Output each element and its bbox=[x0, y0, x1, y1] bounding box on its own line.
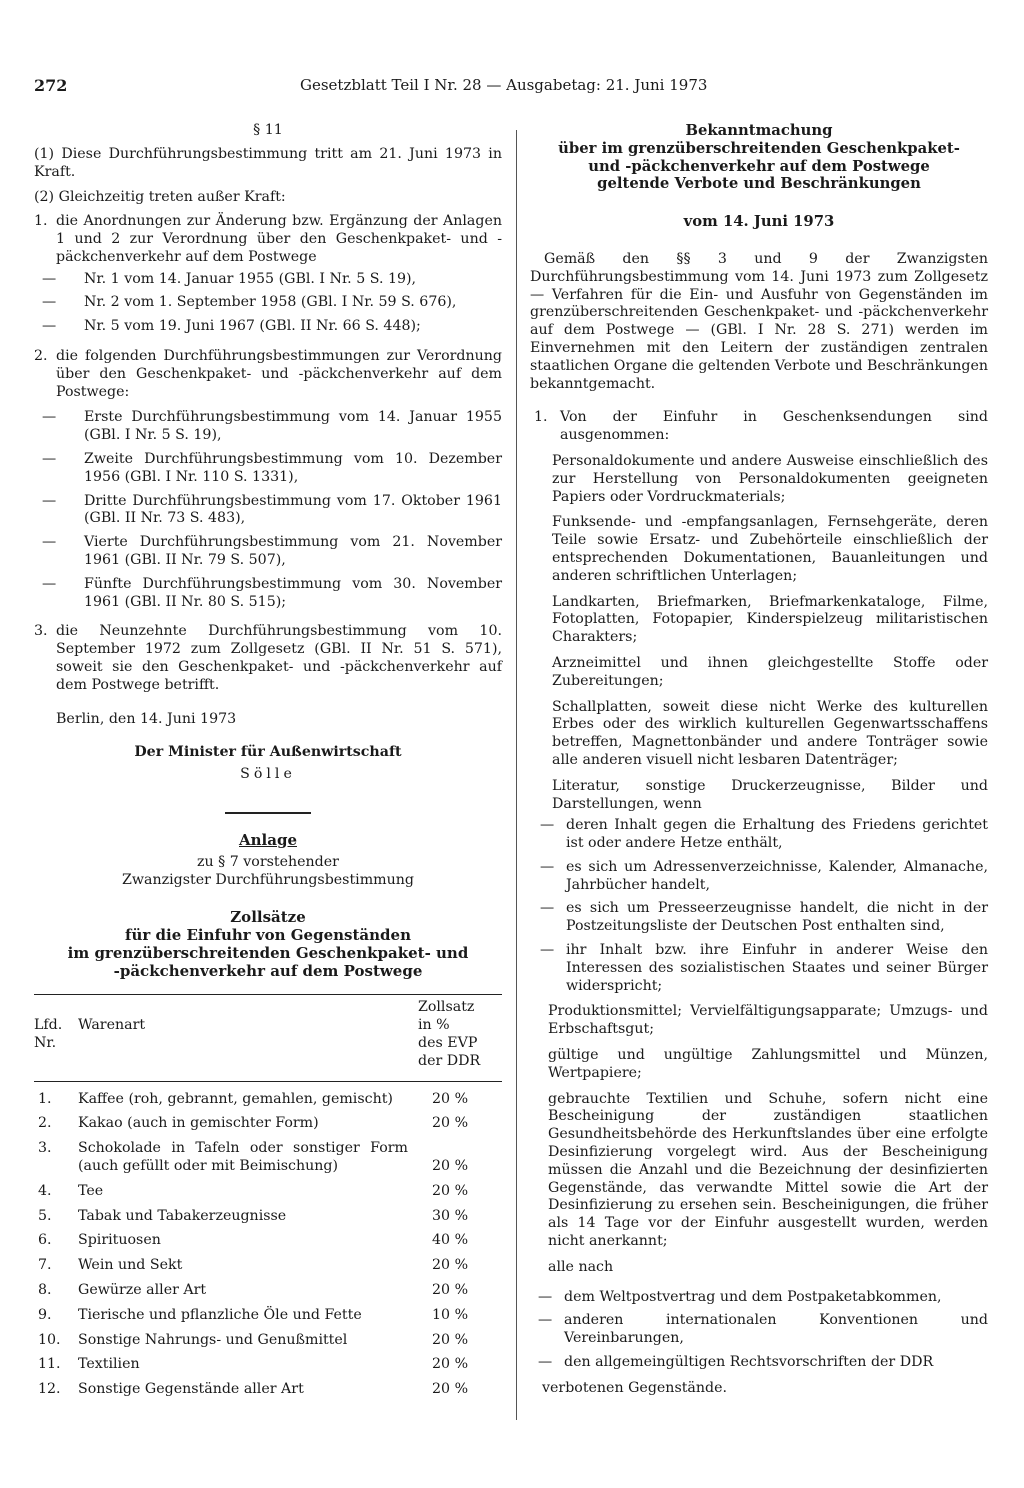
notice-subtitle-3: geltende Verbote und Beschränkungen bbox=[597, 175, 921, 193]
row-ware: Wein und Sekt bbox=[78, 1257, 183, 1274]
repeal-item-2 bbox=[34, 348, 502, 401]
row-ware: Kaffee (roh, gebrannt, gemahlen, gemischt) bbox=[78, 1090, 393, 1107]
paragraph-1: (1) Diese Durchführungsbestimmung tritt am 21. Juni 1973 in Kraft. bbox=[34, 145, 502, 180]
table-row bbox=[34, 1254, 502, 1279]
row-nr: 10. bbox=[38, 1331, 61, 1348]
page-number: 272 bbox=[34, 76, 68, 95]
prohibited-para: gebrauchte Textilien und Schuhe, sofern nicht eine Bescheinigung der zuständigen staatlichen Gesundheitsbehörde des Herkunftslandes über eine erfolgte Desinfizierung vorgelegt wird. Aus der Bescheinigung müssen die Anzahl und die Bezeichnung der desinfizierten Gegenstände, das verwandte Mittel sowie die Art der Desinfizierung zu ersehen sein. Bescheinigungen, die früher als 14 Tage vor der Einfuhr ausgestellt wurden, werden nicht anerkannt; bbox=[548, 1090, 988, 1250]
item-number: 1. bbox=[534, 409, 548, 426]
prohibited-list bbox=[530, 453, 988, 813]
row-satz: 40 % bbox=[432, 1232, 469, 1249]
row-nr: 1. bbox=[38, 1090, 52, 1107]
table-row bbox=[34, 1329, 502, 1354]
final-conditions bbox=[530, 1289, 988, 1372]
item-text: die Neunzehnte Durchführungsbestimmung vom 10. September 1972 zum Zollgesetz (GBl. II Nr. 51 S. 571), soweit sie den Geschenkpaket- und -päckchenverkehr auf dem Postwege betrifft. bbox=[56, 623, 502, 693]
dash-text: Erste Durchführungsbestimmung vom 14. Januar 1955 (GBl. I Nr. 5 S. 19), bbox=[84, 409, 502, 444]
row-nr: 9. bbox=[38, 1306, 52, 1323]
intro-paragraph: Gemäß den §§ 3 und 9 der Zwanzigsten Durchführungsbestimmung vom 14. Juni 1973 zum Zollgesetz — Verfahren für die Ein- und Ausfuhr von Gegenständen im grenzüberschreitenden Geschenkpaket- und -päckchenverkehr auf dem Postwege — (GBl. I Nr. 28 S. 271) werden im Einvernehmen mit den Leitern der zuständigen zentralen staatlichen Organe die geltenden Verbote und Beschränkungen bekanntgemacht. bbox=[530, 250, 988, 392]
prohibited-para: Literatur, sonstige Druckerzeugnisse, Bilder und Darstellungen, wenn bbox=[552, 777, 988, 812]
table-header-row bbox=[34, 995, 502, 1081]
row-nr: 7. bbox=[38, 1257, 52, 1274]
tariff-subtitle-2: im grenzüberschreitenden Geschenkpaket- und bbox=[67, 943, 469, 962]
repeal-item-1 bbox=[34, 213, 502, 266]
dash-item: — deren Inhalt gegen die Erhaltung des Friedens gerichtet ist oder andere Hetze enthält, bbox=[540, 817, 988, 852]
separator-rule bbox=[225, 812, 311, 814]
table-row bbox=[34, 1088, 502, 1113]
place-date: Berlin, den 14. Juni 1973 bbox=[56, 710, 237, 727]
row-satz: 20 % bbox=[432, 1331, 469, 1348]
header-satz-line: Zollsatz bbox=[418, 999, 475, 1016]
header-nr-line-1: Lfd. bbox=[34, 1017, 63, 1034]
prohibited-list-2 bbox=[530, 1003, 988, 1276]
header-satz-line: des EVP bbox=[418, 1035, 478, 1052]
table-row bbox=[34, 1180, 502, 1205]
table-row bbox=[34, 1279, 502, 1304]
item-number: 2. bbox=[34, 347, 48, 364]
prohibited-para: Funksende- und -empfangsanlagen, Fernsehgeräte, deren Teile sowie Ersatz- und Zubehörteile einschließlich der entsprechenden Dokumentationen, Bauanleitungen und anderen schriftlichen Unterlagen; bbox=[552, 514, 988, 584]
row-ware: Textilien bbox=[78, 1356, 140, 1373]
row-nr: 6. bbox=[38, 1232, 52, 1249]
tariff-title: Zollsätze bbox=[230, 908, 306, 927]
item-text: die Anordnungen zur Änderung bzw. Ergänzung der Anlagen 1 und 2 zur Verordnung über den Geschenkpaket- und -päckchenverkehr auf dem Postwege bbox=[56, 213, 502, 265]
dash-item: — es sich um Adressenverzeichnisse, Kalender, Almanache, Jahrbücher handelt, bbox=[540, 858, 988, 893]
row-satz: 20 % bbox=[432, 1282, 469, 1299]
row-satz: 20 % bbox=[432, 1182, 469, 1199]
dash-item: — Nr. 2 vom 1. September 1958 (GBl. I Nr. 59 S. 676), bbox=[34, 294, 502, 312]
table-row bbox=[34, 1137, 502, 1180]
tariff-table bbox=[34, 994, 502, 1403]
dash-text: deren Inhalt gegen die Erhaltung des Friedens gerichtet ist oder andere Hetze enthält, bbox=[566, 817, 988, 852]
row-nr: 3. bbox=[38, 1140, 52, 1157]
row-satz: 20 % bbox=[432, 1257, 469, 1274]
paragraph-2: (2) Gleichzeitig treten außer Kraft: bbox=[34, 189, 286, 206]
dash-text: Vierte Durchführungsbestimmung vom 21. November 1961 (GBl. II Nr. 79 S. 507), bbox=[84, 534, 502, 568]
column-divider bbox=[516, 130, 517, 1420]
anlage-title: Anlage bbox=[239, 830, 297, 849]
dash-text: dem Weltpostvertrag und dem Postpaketabkommen, bbox=[564, 1288, 942, 1305]
anlage-line-2: Zwanzigster Durchführungsbestimmung bbox=[122, 871, 414, 888]
item-text: Von der Einfuhr in Geschenksendungen sind ausgenommen: bbox=[560, 409, 988, 444]
column-header-satz bbox=[418, 995, 502, 1081]
header-satz-line: der DDR bbox=[418, 1052, 481, 1069]
column-header-nr bbox=[34, 995, 78, 1081]
row-satz: 20 % bbox=[432, 1115, 469, 1132]
header-ware-text: Warenart bbox=[78, 1017, 146, 1034]
row-ware: Spirituosen bbox=[78, 1232, 161, 1249]
prohibition-item-1 bbox=[530, 409, 988, 445]
row-nr: 12. bbox=[38, 1381, 61, 1398]
tariff-subtitle-3: -päckchenverkehr auf dem Postwege bbox=[113, 961, 423, 980]
notice-subtitle-2: und -päckchenverkehr auf dem Postwege bbox=[588, 157, 930, 175]
notice-title: Bekanntmachung bbox=[685, 122, 833, 139]
prohibited-para: Personaldokumente und andere Ausweise einschließlich des zur Herstellung von Personaldokumenten geeigneten Papiers oder Vordruckmaterials; bbox=[552, 452, 988, 505]
row-satz: 30 % bbox=[432, 1207, 469, 1224]
row-satz: 20 % bbox=[432, 1158, 469, 1175]
dash-item: — Vierte Durchführungsbestimmung vom 21. November 1961 (GBl. II Nr. 79 S. 507), bbox=[42, 534, 502, 568]
dash-text: Dritte Durchführungsbestimmung vom 17. Oktober 1961 (GBl. II Nr. 73 S. 483), bbox=[84, 492, 502, 527]
dash-item: — den allgemeingültigen Rechtsvorschriften der DDR bbox=[538, 1354, 988, 1372]
literature-conditions bbox=[530, 817, 988, 995]
signatory-name: Sölle bbox=[240, 766, 296, 783]
dash-text: es sich um Adressenverzeichnisse, Kalender, Almanache, Jahrbücher handelt, bbox=[566, 858, 988, 893]
item-number: 1. bbox=[34, 213, 48, 230]
table-row bbox=[34, 1229, 502, 1254]
notice-subtitle-1: über im grenzüberschreitenden Geschenkpaket- bbox=[558, 139, 960, 157]
dash-text: Nr. 1 vom 14. Januar 1955 (GBl. I Nr. 5 S. 19), bbox=[84, 270, 417, 287]
row-ware: Tabak und Tabakerzeugnisse bbox=[78, 1207, 287, 1224]
row-ware: Tierische und pflanzliche Öle und Fette bbox=[78, 1306, 362, 1323]
dash-item: — Erste Durchführungsbestimmung vom 14. Januar 1955 (GBl. I Nr. 5 S. 19), bbox=[42, 409, 502, 444]
dash-text: den allgemeingültigen Rechtsvorschriften der DDR bbox=[564, 1354, 934, 1371]
right-column bbox=[530, 122, 988, 1398]
row-ware: Tee bbox=[78, 1182, 104, 1199]
row-ware: Gewürze aller Art bbox=[78, 1282, 207, 1299]
table-row bbox=[34, 1378, 502, 1403]
item-number: 3. bbox=[34, 623, 48, 640]
repeal-item-3 bbox=[34, 623, 502, 694]
dash-item: — anderen internationalen Konventionen und Vereinbarungen, bbox=[538, 1312, 988, 1347]
alle-nach: alle nach bbox=[548, 1258, 614, 1275]
notice-date: vom 14. Juni 1973 bbox=[683, 213, 835, 231]
dash-item: — Zweite Durchführungsbestimmung vom 10. Dezember 1956 (GBl. I Nr. 110 S. 1331), bbox=[42, 450, 502, 485]
dash-item: — dem Weltpostvertrag und dem Postpaketabkommen, bbox=[538, 1289, 988, 1307]
gazette-title: Gesetzblatt Teil I Nr. 28 — Ausgabetag: 21. Juni 1973 bbox=[300, 76, 708, 94]
row-ware: Sonstige Nahrungs- und Genußmittel bbox=[78, 1331, 348, 1348]
closing-line: verbotenen Gegenstände. bbox=[542, 1379, 728, 1396]
dash-text: Nr. 2 vom 1. September 1958 (GBl. I Nr. 59 S. 676), bbox=[84, 294, 457, 311]
row-ware: Schokolade in Tafeln oder sonstiger Form (auch gefüllt oder mit Beimischung) bbox=[78, 1140, 408, 1175]
left-column bbox=[34, 122, 502, 1403]
table-row bbox=[34, 1112, 502, 1137]
header-nr-line-2: Nr. bbox=[34, 1035, 57, 1052]
anlage-line-1: zu § 7 vorstehender bbox=[197, 853, 339, 870]
dash-item: — ihr Inhalt bzw. ihre Einfuhr in anderer Weise den Interessen des sozialistischen Staates und seiner Bürger widerspricht; bbox=[540, 942, 988, 994]
table-row bbox=[34, 1353, 502, 1378]
row-satz: 20 % bbox=[432, 1381, 469, 1398]
prohibited-para: Schallplatten, soweit diese nicht Werke des kulturellen Erbes oder des wirklich kulturellen Gegenwartsschaffens betreffen, Magnettonbänder und andere Tonträger sowie alle anderen visuell nicht lesbaren Datenträger; bbox=[552, 698, 988, 768]
dash-text: Zweite Durchführungsbestimmung vom 10. Dezember 1956 (GBl. I Nr. 110 S. 1331), bbox=[84, 450, 502, 485]
column-header-ware bbox=[78, 995, 418, 1081]
dash-text: ihr Inhalt bzw. ihre Einfuhr in anderer Weise den Interessen des sozialistischen Staates und seiner Bürger widerspricht; bbox=[566, 942, 988, 994]
dash-item: — es sich um Presseerzeugnisse handelt, die nicht in der Postzeitungsliste der Deutschen Post enthalten sind, bbox=[540, 900, 988, 935]
dash-text: es sich um Presseerzeugnisse handelt, die nicht in der Postzeitungsliste der Deutschen Post enthalten sind, bbox=[566, 900, 988, 935]
row-ware: Kakao (auch in gemischter Form) bbox=[78, 1115, 319, 1132]
signatory-title: Der Minister für Außenwirtschaft bbox=[134, 744, 402, 761]
table-row bbox=[34, 1205, 502, 1230]
dash-item: — Nr. 5 vom 19. Juni 1967 (GBl. II Nr. 66 S. 448); bbox=[34, 318, 502, 336]
section-heading: § 11 bbox=[253, 122, 283, 138]
prohibited-para: Arzneimittel und ihnen gleichgestellte Stoffe oder Zubereitungen; bbox=[552, 654, 988, 689]
dash-text: Fünfte Durchführungsbestimmung vom 30. November 1961 (GBl. II Nr. 80 S. 515); bbox=[84, 575, 502, 610]
dash-text: anderen internationalen Konventionen und Vereinbarungen, bbox=[564, 1312, 988, 1347]
row-satz: 20 % bbox=[432, 1356, 469, 1373]
row-satz: 10 % bbox=[432, 1306, 469, 1323]
prohibited-para: Produktionsmittel; Vervielfältigungsapparate; Umzugs- und Erbschaftsgut; bbox=[548, 1003, 988, 1038]
row-nr: 5. bbox=[38, 1207, 52, 1224]
row-satz: 20 % bbox=[432, 1090, 469, 1107]
row-nr: 11. bbox=[38, 1356, 61, 1373]
tariff-subtitle-1: für die Einfuhr von Gegenständen bbox=[125, 926, 411, 945]
row-nr: 8. bbox=[38, 1282, 52, 1299]
dash-item: — Nr. 1 vom 14. Januar 1955 (GBl. I Nr. 5 S. 19), bbox=[34, 271, 502, 289]
header-satz-line: in % bbox=[418, 1017, 450, 1034]
dash-text: Nr. 5 vom 19. Juni 1967 (GBl. II Nr. 66 S. 448); bbox=[84, 318, 421, 335]
table-row bbox=[34, 1304, 502, 1329]
item-text: die folgenden Durchführungsbestimmungen zur Verordnung über den Geschenkpaket- und -päckchenverkehr auf dem Postwege: bbox=[56, 347, 502, 400]
row-ware: Sonstige Gegenstände aller Art bbox=[78, 1381, 304, 1398]
prohibited-para: gültige und ungültige Zahlungsmittel und Münzen, Wertpapiere; bbox=[548, 1047, 988, 1081]
dash-item: — Dritte Durchführungsbestimmung vom 17. Oktober 1961 (GBl. II Nr. 73 S. 483), bbox=[42, 492, 502, 527]
dash-item: — Fünfte Durchführungsbestimmung vom 30. November 1961 (GBl. II Nr. 80 S. 515); bbox=[42, 575, 502, 610]
prohibited-para: Landkarten, Briefmarken, Briefmarkenkataloge, Filme, Fotoplatten, Fotopapier, Kinderspielzeug militaristischen Charakters; bbox=[552, 593, 988, 646]
row-nr: 4. bbox=[38, 1182, 52, 1199]
row-nr: 2. bbox=[38, 1115, 52, 1132]
